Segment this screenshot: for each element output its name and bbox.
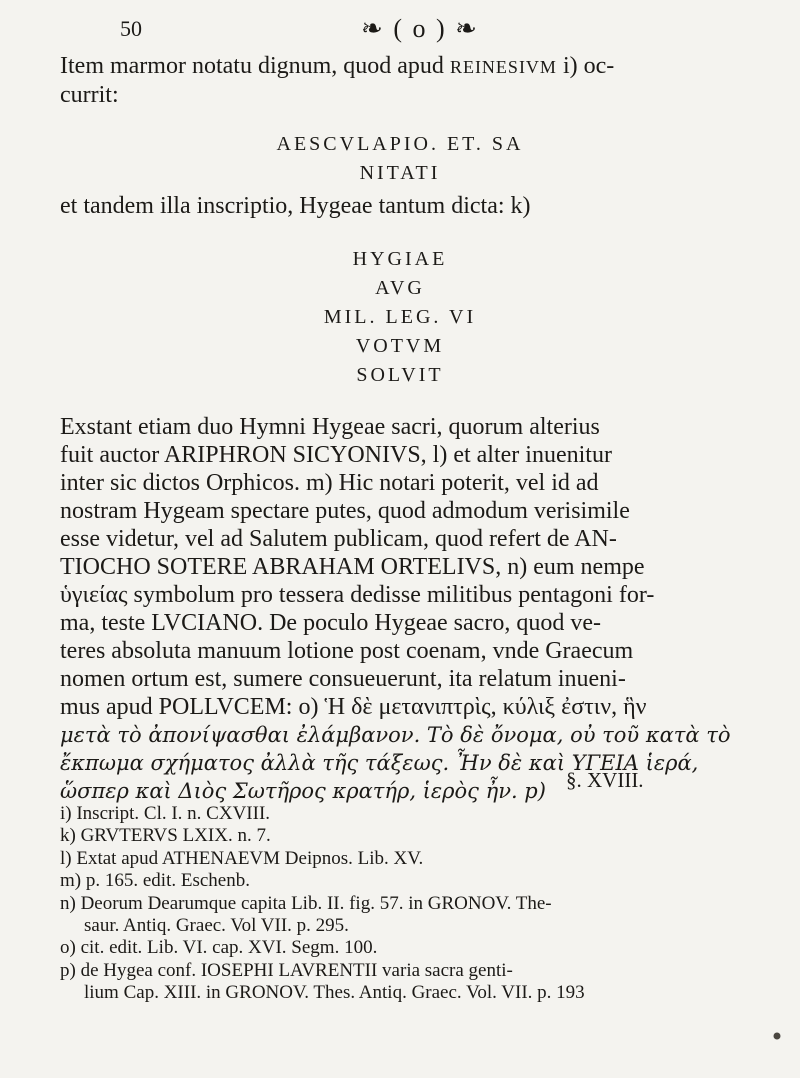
footnote-n-cont: saur. Antiq. Graec. Vol VII. p. 295. (84, 915, 349, 937)
footnote-l: l) Extat apud ATHENAEVM Deipnos. Lib. XV. (60, 847, 424, 869)
intro-text: Item marmor notatu dignum, quod apud (60, 53, 444, 79)
page-header (0, 14, 800, 54)
main-line: esse videtur, vel ad Salutem publicam, quod refert de AN- (60, 526, 617, 552)
footnote-p-cont: lium Cap. XIII. in GRONOV. Thes. Antiq. Graec. Vol. VII. p. 193 (84, 982, 585, 1004)
tandem-line: et tandem illa inscriptio, Hygeae tantum dicta: k) (60, 193, 531, 219)
main-line: mus apud POLLVCEM: o) Ἡ δὲ μετανιπτρὶς, κύλιξ ἐστιν, ἣν (60, 694, 647, 720)
main-line: ma, teste LVCIANO. De poculo Hygeae sacro, quod ve- (60, 610, 601, 636)
main-paragraph (60, 413, 748, 805)
section-number: §. XVIII. (566, 768, 644, 792)
intro-ref: i) oc- (562, 53, 615, 79)
inscription-aesculapius (0, 130, 800, 188)
greek-line: ἔκπωμα σχήματος ἀλλὰ τῆς τάξεως. Ἦν δὲ καὶ ΥΓΕΙΑ ἱερά, (60, 751, 699, 775)
main-line: Exstant etiam duo Hymni Hygeae sacri, quorum alterius (60, 414, 600, 440)
main-line: nostram Hygeam spectare putes, quod admodum verisimile (60, 498, 630, 524)
footnote-n: n) Deorum Dearumque capita Lib. II. fig. 57. in GRONOV. The- (60, 892, 552, 914)
author-name: REINESIVM (449, 57, 557, 77)
inscription-line: VOTVM (355, 335, 445, 357)
greek-line: ὥσπερ καὶ Διὸς Σωτῆρος κρατήρ, ἱερὸς ἦν. p) (60, 779, 546, 803)
inscription-line: AVG (375, 277, 425, 299)
page-number-ornament: ❧ ( o ) ❧ (361, 14, 479, 43)
ink-mark-icon (772, 1030, 782, 1042)
main-line: inter sic dictos Orphicos. m) Hic notari poterit, vel id ad (60, 470, 599, 496)
main-line: fuit auctor ARIPHRON SICYONIVS, l) et alter inuenitur (60, 442, 612, 468)
footnote-m: m) p. 165. edit. Eschenb. (60, 870, 250, 892)
inscription-line: MIL. LEG. VI (323, 306, 477, 328)
greek-line: μετὰ τὸ ἀπονίψασθαι ἐλάμβανον. Τὸ δὲ ὄνομα, οὐ τοῦ κατὰ τὸ (60, 723, 731, 747)
intro-paragraph (60, 52, 748, 109)
inscription-hygiae (0, 245, 800, 390)
footnotes (60, 803, 748, 1005)
footnote-p: p) de Hygea conf. IOSEPHI LAVRENTII varia sacra genti- (60, 959, 513, 981)
inscription-line: SOLVIT (356, 364, 444, 386)
inscription-line: AESCVLAPIO. ET. SA (276, 133, 524, 155)
footnote-k: k) GRVTERVS LXIX. n. 7. (60, 825, 271, 847)
inscription-line: HYGIAE (352, 248, 448, 270)
main-line: TIOCHO SOTERE ABRAHAM ORTELIVS, n) eum nempe (60, 554, 645, 580)
inscription-line: NITATI (359, 162, 441, 184)
footnote-i: i) Inscript. Cl. I. n. CXVIII. (60, 803, 271, 824)
footnote-o: o) cit. edit. Lib. VI. cap. XVI. Segm. 100. (60, 937, 378, 959)
main-line: nomen ortum est, sumere consueuerunt, ita relatum inueni- (60, 666, 626, 692)
main-line: teres absoluta manuum lotione post coenam, vnde Graecum (60, 638, 634, 664)
intro-line-2: currit: (60, 82, 119, 108)
intro-line-1 (60, 52, 748, 81)
page-signature: 50 (120, 16, 142, 41)
main-line: ὑγιείας symbolum pro tessera dedisse militibus pentagoni for- (60, 582, 655, 608)
